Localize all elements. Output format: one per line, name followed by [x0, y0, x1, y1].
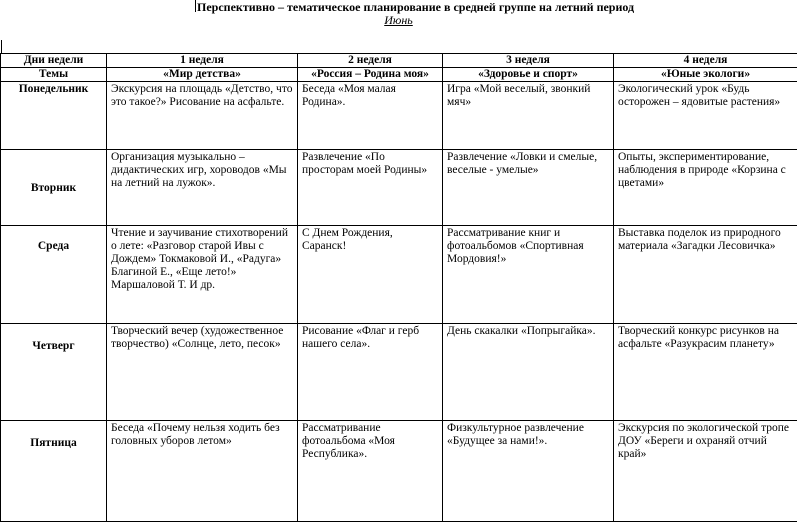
table-row-monday: [1, 82, 797, 150]
activity-cell: Беседа «Моя малая Родина».: [298, 82, 443, 150]
day-cell-wednesday: Среда: [1, 226, 107, 324]
table-row-thursday: [1, 324, 797, 421]
header-week-1: 1 неделя: [107, 54, 298, 68]
table-row-wednesday: [1, 226, 797, 324]
theme-week-3: «Здоровье и спорт»: [443, 68, 614, 82]
text-cursor: [195, 0, 196, 12]
header-week-3: 3 неделя: [443, 54, 614, 68]
day-cell-monday: Понедельник: [1, 82, 107, 150]
activity-cell: Выставка поделок из природного материала «Загадки Лесовичка»: [614, 226, 797, 324]
header-days-cell: Дни недели: [1, 54, 107, 68]
activity-cell: Экскурсия на площадь «Детство, что это такое?» Рисование на асфальте.: [107, 82, 298, 150]
activity-cell: Организация музыкально – дидактических игр, хороводов «Мы на летний на лужок».: [107, 150, 298, 226]
activity-cell: День скакалки «Попрыгайка».: [443, 324, 614, 421]
activity-cell: Чтение и заучивание стихотворений о лете: «Разговор старой Ивы с Дождем» Токмаковой И., «Радуга» Благиной Е., «Еще лето!» Маршаловой Т. И др.: [107, 226, 298, 324]
table-row-tuesday: [1, 150, 797, 226]
activity-cell: Рисование «Флаг и герб нашего села».: [298, 324, 443, 421]
theme-week-2: «Россия – Родина моя»: [298, 68, 443, 82]
activity-cell: Рассматривание фотоальбома «Моя Республика».: [298, 421, 443, 522]
activity-cell: Творческий конкурс рисунков на асфальте «Разукрасим планету»: [614, 324, 797, 421]
activity-cell: Экскурсия по экологической тропе ДОУ «Береги и охраняй отчий край»: [614, 421, 797, 522]
document-title: [195, 0, 634, 14]
document-title-text: Перспективно – тематическое планирование в средней группе на летний период: [197, 0, 634, 14]
activity-cell: Рассматривание книг и фотоальбомов «Спортивная Мордовия!»: [443, 226, 614, 324]
header-week-2: 2 неделя: [298, 54, 443, 68]
theme-week-1: «Мир детства»: [107, 68, 298, 82]
header-week-4: 4 неделя: [614, 54, 797, 68]
header-row: [1, 54, 797, 68]
activity-cell: Развлечение «По просторам моей Родины»: [298, 150, 443, 226]
activity-cell: Творческий вечер (художественное творчество) «Солнце, лето, песок»: [107, 324, 298, 421]
activity-cell: Опыты, экспериментирование, наблюдения в природе «Корзина с цветами»: [614, 150, 797, 226]
document-subtitle: Июнь: [0, 13, 797, 27]
day-cell-friday: Пятница: [1, 421, 107, 522]
day-cell-tuesday: Вторник: [1, 150, 107, 226]
themes-row: [1, 68, 797, 82]
activity-cell: С Днем Рождения, Саранск!: [298, 226, 443, 324]
activity-cell: Физкультурное развлечение «Будущее за нами!».: [443, 421, 614, 522]
table-row-friday: [1, 421, 797, 522]
margin-marker: [1, 40, 2, 54]
activity-cell: Развлечение «Ловки и смелые, веселые - умелые»: [443, 150, 614, 226]
themes-label-cell: Темы: [1, 68, 107, 82]
activity-cell: Экологический урок «Будь осторожен – ядовитые растения»: [614, 82, 797, 150]
planning-table: [0, 53, 797, 522]
activity-cell: Игра «Мой веселый, звонкий мяч»: [443, 82, 614, 150]
theme-week-4: «Юные экологи»: [614, 68, 797, 82]
day-cell-thursday: Четверг: [1, 324, 107, 421]
activity-cell: Беседа «Почему нельзя ходить без головных уборов летом»: [107, 421, 298, 522]
